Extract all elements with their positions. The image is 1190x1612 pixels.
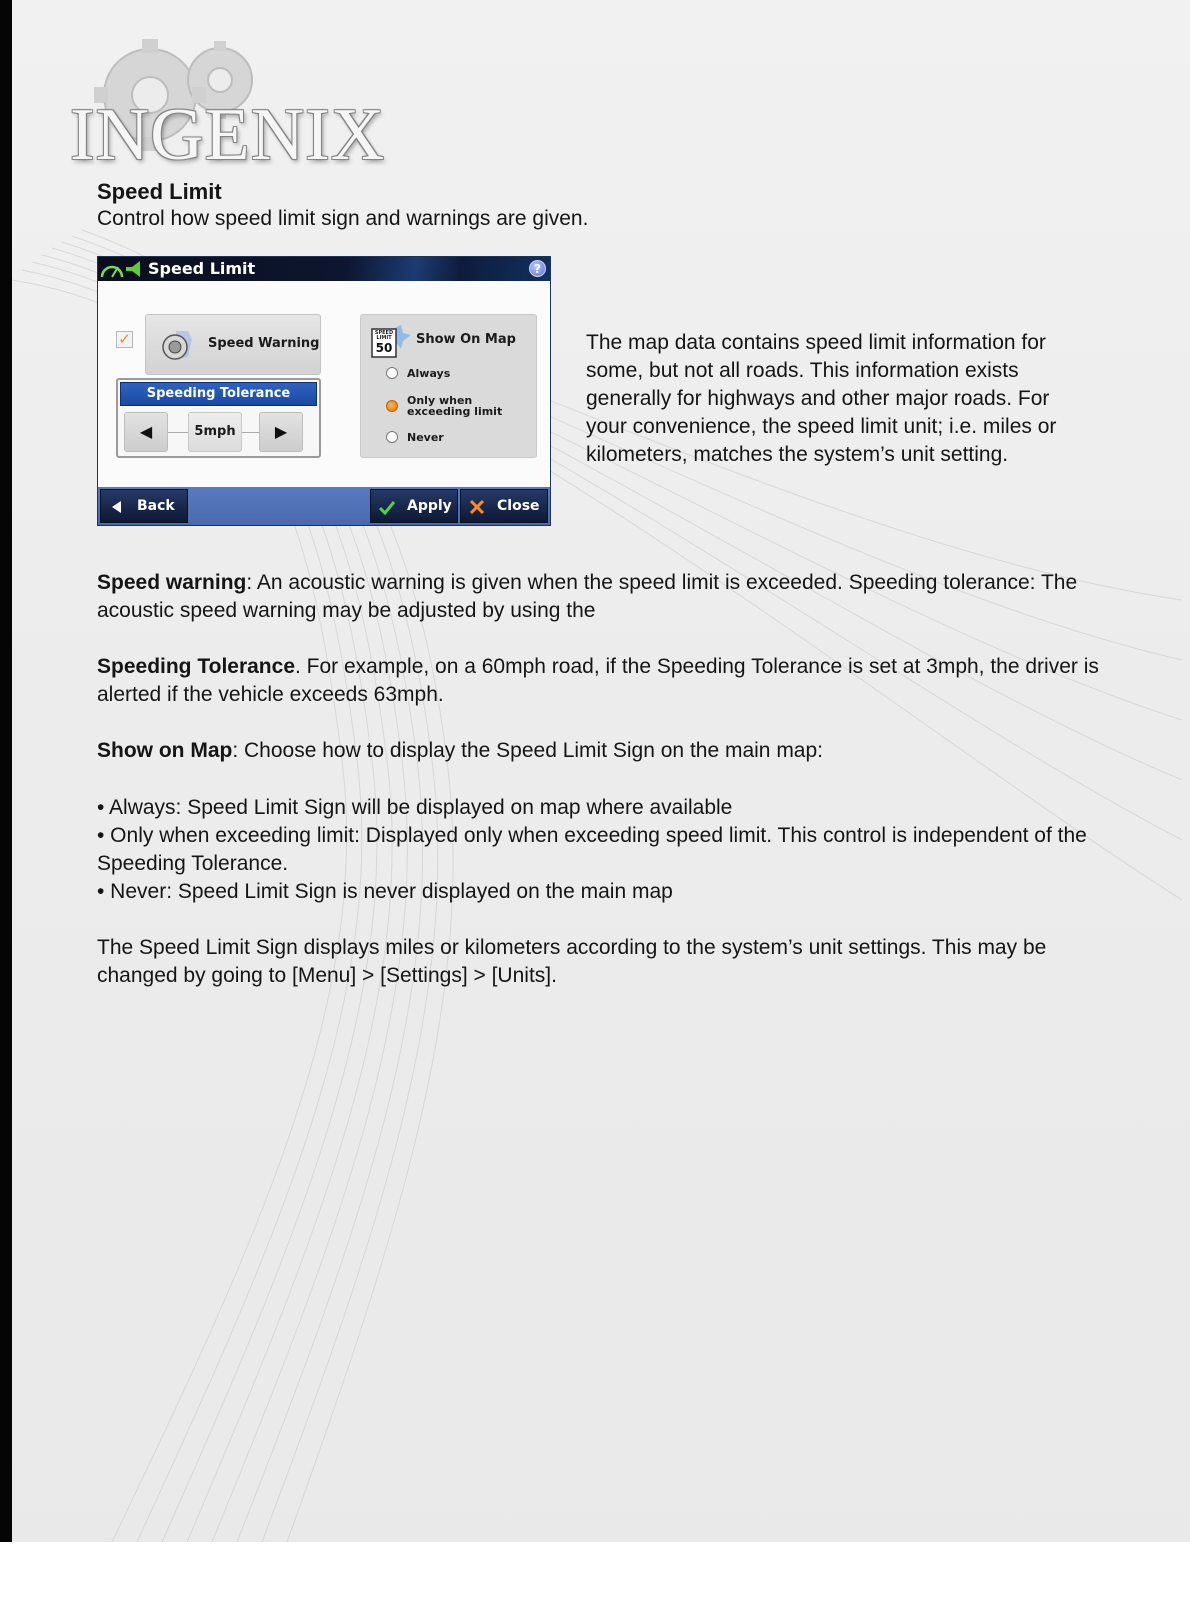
options-list — [97, 794, 1127, 906]
tolerance-value: 5mph — [188, 412, 242, 452]
speaker-icon — [158, 327, 196, 363]
show-on-map-label: Show On Map — [416, 332, 516, 347]
speed-limit-dialog — [97, 256, 551, 526]
side-note: The map data contains speed limit information for some, but not all roads. This information exists generally for highways and other major roads. For your convenience, the speed limit unit; i.e. miles or kilometers, matches the system’s unit setting. — [586, 331, 1057, 466]
speed-sign-caption: SPEED LIMIT — [374, 330, 394, 341]
show-on-map-panel — [360, 314, 537, 458]
speed-warning-checkbox[interactable]: ✓ — [116, 331, 133, 348]
ingenix-logo — [30, 25, 386, 176]
radio-always[interactable] — [386, 367, 398, 379]
radio-only-when-exceeding-label: Only when exceeding limit — [407, 394, 503, 418]
section-title: Speed Limit — [97, 179, 222, 204]
close-button[interactable] — [460, 489, 548, 523]
back-arrow-icon — [109, 499, 125, 515]
show-term: Show on Map — [97, 739, 233, 762]
list-item: • Never: Speed Limit Sign is never displayed on the main map — [97, 880, 673, 903]
tolerance-text: . For example, on a 60mph road, if the Speeding Tolerance is set at 3mph, the driver is alerted if the vehicle exceeds 63mph. — [97, 655, 1099, 706]
dialog-footer — [98, 487, 550, 525]
speed-limit-sign-icon — [371, 325, 413, 361]
apply-label: Apply — [407, 498, 452, 514]
page-bottom-margin — [0, 1542, 1190, 1612]
dialog-title-bar — [98, 257, 550, 281]
tolerance-decrease-button[interactable] — [124, 412, 168, 452]
list-item: • Only when exceeding limit: Displayed only when exceeding speed limit. This control is independent of the Speeding Tolerance. — [97, 824, 1087, 875]
back-button[interactable] — [100, 489, 188, 523]
arrow-right-icon: ▶ — [274, 422, 288, 441]
speed-warning-button[interactable] — [145, 314, 321, 375]
radio-always-label: Always — [407, 367, 451, 380]
section-subtitle: Control how speed limit sign and warnings are given. — [97, 207, 589, 230]
checkmark-icon — [379, 499, 395, 515]
arrow-left-icon: ◀ — [139, 422, 153, 441]
speeding-tolerance-paragraph — [97, 653, 1127, 709]
tolerance-term: Speeding Tolerance — [97, 655, 295, 678]
tolerance-increase-button[interactable] — [259, 412, 303, 452]
close-icon — [469, 499, 485, 515]
units-paragraph: The Speed Limit Sign displays miles or kilometers according to the system’s unit settings. This may be changed by going to [Menu] > [Settings] > [Units]. — [97, 936, 1047, 987]
help-icon[interactable]: ? — [529, 260, 546, 277]
speed-sign-value: 50 — [375, 341, 393, 355]
radio-never[interactable] — [386, 431, 398, 443]
apply-button[interactable] — [370, 489, 458, 523]
back-label: Back — [137, 498, 175, 514]
list-item: • Always: Speed Limit Sign will be displayed on map where available — [97, 796, 733, 819]
logo-wordmark: INGENIX — [70, 94, 386, 176]
speed-warning-text: : An acoustic warning is given when the speed limit is exceeded. Speeding tolerance: The acoustic speed warning may be adjusted by using the — [97, 571, 1078, 622]
speed-warning-term: Speed warning — [97, 571, 247, 594]
speeding-tolerance-panel — [116, 378, 321, 458]
speeding-tolerance-header: Speeding Tolerance — [120, 382, 317, 406]
radio-only-when-exceeding[interactable] — [386, 400, 398, 412]
dialog-title: Speed Limit — [148, 259, 256, 278]
left-border-bar — [0, 0, 12, 1542]
show-on-map-paragraph — [97, 737, 1127, 765]
show-text: : Choose how to display the Speed Limit Sign on the main map: — [232, 739, 824, 762]
speed-warning-label: Speed Warning — [208, 336, 320, 351]
radio-never-label: Never — [407, 431, 444, 444]
close-label: Close — [497, 498, 540, 514]
speed-warning-paragraph — [97, 569, 1127, 625]
speed-limit-title-icon — [100, 259, 148, 279]
